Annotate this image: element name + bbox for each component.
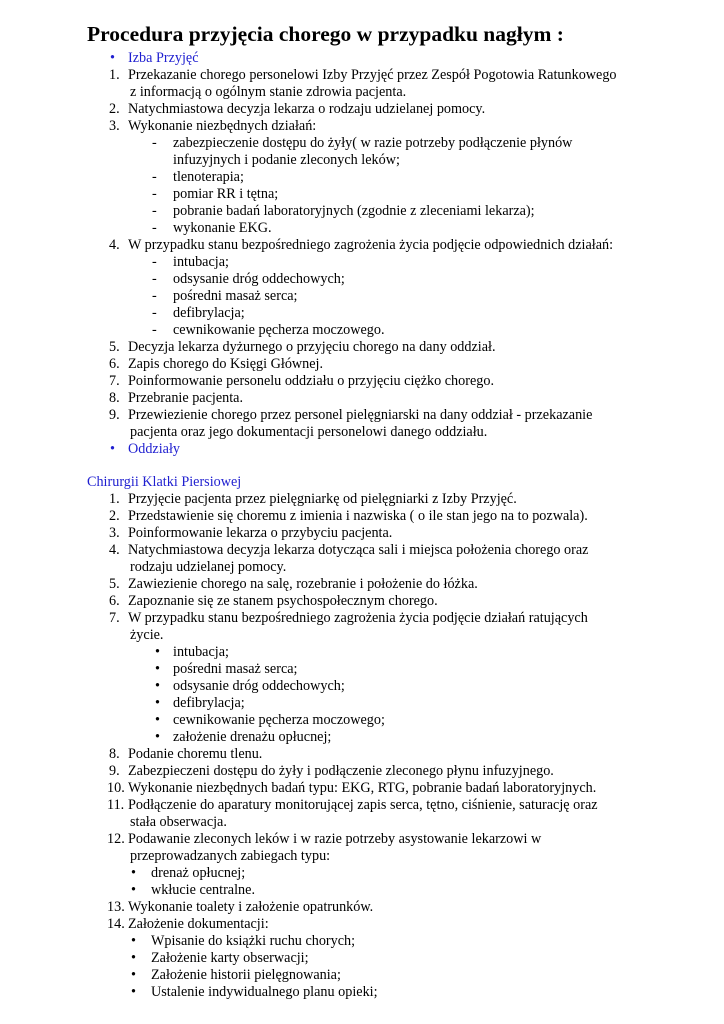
dash-marker: - (152, 254, 157, 270)
sub-item-text: wykonanie EKG. (173, 220, 272, 236)
bullet-marker: • (131, 882, 136, 898)
sub-item-text: zabezpieczenie dostępu do żyły( w razie potrzeby podłączenie płynów (173, 135, 573, 151)
sub-item-text: defibrylacja; (173, 305, 245, 321)
sub-item-text: Założenie karty obserwacji; (151, 950, 309, 966)
list-item-number: 10. (107, 780, 125, 796)
list-item-text: Podłączenie do aparatury monitorującej zapis serca, tętno, ciśnienie, saturację oraz (128, 797, 598, 813)
list-item-text: Przewiezienie chorego przez personel pielęgniarski na dany oddział - przekazanie (128, 407, 593, 423)
list-item-text: Wykonanie niezbędnych badań typu: EKG, RTG, pobranie badań laboratoryjnych. (128, 780, 597, 796)
list-item-number: 2. (109, 101, 120, 117)
list-item-number: 11. (107, 797, 125, 813)
sub-item-text: defibrylacja; (173, 695, 245, 711)
list-item-number: 7. (109, 373, 120, 389)
list-item-number: 1. (109, 491, 120, 507)
dash-marker: - (152, 135, 157, 151)
page-title: Procedura przyjęcia chorego w przypadku nagłym : (87, 22, 564, 46)
list-item-text: życie. (130, 627, 164, 643)
list-item-text: Założenie dokumentacji: (128, 916, 269, 932)
list-item-text: rodzaju udzielanej pomocy. (130, 559, 287, 575)
list-item-text: W przypadku stanu bezpośredniego zagrożenia życia podjęcie odpowiednich działań: (128, 237, 614, 253)
list-item-text: Podanie choremu tlenu. (128, 746, 263, 762)
list-item-number: 13. (107, 899, 125, 915)
sub-item-text: pobranie badań laboratoryjnych (zgodnie z zleceniami lekarza); (173, 203, 535, 219)
sub-item-text: infuzyjnych i podanie zleconych leków; (173, 152, 400, 168)
dash-marker: - (152, 271, 157, 287)
sub-item-text: tlenoterapia; (173, 169, 244, 185)
dash-marker: - (152, 169, 157, 185)
sub-item-text: odsysanie dróg oddechowych; (173, 678, 345, 694)
list-item-number: 3. (109, 525, 120, 541)
list-item-text: Zabezpieczeni dostępu do żyły i podłączenie zleconego płynu infuzyjnego. (128, 763, 554, 779)
sub-item-text: cewnikowanie pęcherza moczowego; (173, 712, 385, 728)
bullet-marker: • (155, 644, 160, 660)
list-item-text: z informacją o ogólnym stanie zdrowia pacjenta. (130, 84, 407, 100)
list-item-text: Wykonanie niezbędnych działań: (128, 118, 317, 134)
list-item-number: 14. (107, 916, 125, 932)
list-item-text: Wykonanie toalety i założenie opatrunków. (128, 899, 374, 915)
list-item-number: 7. (109, 610, 120, 626)
list-item-number: 6. (109, 356, 120, 372)
list-item-number: 1. (109, 67, 120, 83)
dash-marker: - (152, 186, 157, 202)
section-heading-oddzialy: Oddziały (128, 441, 181, 457)
list-item-text: Przekazanie chorego personelowi Izby Przyjęć przez Zespół Pogotowia Ratunkowego (128, 67, 617, 83)
sub-item-text: pośredni masaż serca; (173, 288, 298, 304)
list-item-text: Decyzja lekarza dyżurnego o przyjęciu chorego na dany oddział. (128, 339, 496, 355)
dash-marker: - (152, 288, 157, 304)
sub-item-text: drenaż opłucnej; (151, 865, 246, 881)
sub-item-text: intubacja; (173, 254, 229, 270)
bullet-marker: • (131, 933, 136, 949)
list-item-text: przeprowadzanych zabiegach typu: (130, 848, 331, 864)
list-item-text: Przedstawienie się choremu z imienia i nazwiska ( o ile stan jego na to pozwala). (128, 508, 588, 524)
bullet-marker: • (131, 950, 136, 966)
section-heading-izba-przyjec: Izba Przyjęć (128, 50, 199, 66)
list-item-text: Zapis chorego do Księgi Głównej. (128, 356, 324, 372)
list-item-number: 6. (109, 593, 120, 609)
sub-item-text: wkłucie centralne. (151, 882, 255, 898)
list-item-number: 12. (107, 831, 125, 847)
list-item-text: Podawanie zleconych leków i w razie potrzeby asystowanie lekarzowi w (128, 831, 542, 847)
bullet-marker: • (110, 50, 115, 66)
sub-item-text: Wpisanie do książki ruchu chorych; (151, 933, 356, 949)
list-item-text: Przebranie pacjenta. (128, 390, 244, 406)
list-item-number: 8. (109, 746, 120, 762)
bullet-marker: • (131, 865, 136, 881)
list-item-number: 5. (109, 339, 120, 355)
bullet-marker: • (155, 678, 160, 694)
bullet-marker: • (155, 695, 160, 711)
sub-item-text: cewnikowanie pęcherza moczowego. (173, 322, 385, 338)
list-item-number: 4. (109, 237, 120, 253)
bullet-marker: • (110, 441, 115, 457)
bullet-marker: • (155, 661, 160, 677)
list-item-number: 9. (109, 763, 120, 779)
list-item-number: 5. (109, 576, 120, 592)
list-item-text: Poinformowanie lekarza o przybyciu pacjenta. (128, 525, 393, 541)
dash-marker: - (152, 220, 157, 236)
list-item-text: Natychmiastowa decyzja lekarza dotycząca sali i miejsca położenia chorego oraz (128, 542, 589, 558)
sub-item-text: intubacja; (173, 644, 229, 660)
dash-marker: - (152, 322, 157, 338)
list-item-text: Przyjęcie pacjenta przez pielęgniarkę od pielęgniarki z Izby Przyjęć. (128, 491, 517, 507)
list-item-number: 8. (109, 390, 120, 406)
sub-item-text: Ustalenie indywidualnego planu opieki; (151, 984, 378, 1000)
bullet-marker: • (131, 967, 136, 983)
bullet-marker: • (131, 984, 136, 1000)
list-item-text: Poinformowanie personelu oddziału o przyjęciu ciężko chorego. (128, 373, 494, 389)
bullet-marker: • (155, 729, 160, 745)
list-item-text: stała obserwacja. (130, 814, 227, 830)
list-item-number: 3. (109, 118, 120, 134)
list-item-number: 2. (109, 508, 120, 524)
list-item-text: W przypadku stanu bezpośredniego zagrożenia życia podjęcie działań ratujących (128, 610, 588, 626)
list-item-text: Natychmiastowa decyzja lekarza o rodzaju udzielanej pomocy. (128, 101, 486, 117)
list-item-text: Zapoznanie się ze stanem psychospołecznym chorego. (128, 593, 438, 609)
list-item-number: 9. (109, 407, 120, 423)
bullet-marker: • (155, 712, 160, 728)
dash-marker: - (152, 203, 157, 219)
sub-item-text: Założenie historii pielęgnowania; (151, 967, 341, 983)
dash-marker: - (152, 305, 157, 321)
list-item-text: pacjenta oraz jego dokumentacji personelowi danego oddziału. (130, 424, 488, 440)
sub-item-text: odsysanie dróg oddechowych; (173, 271, 345, 287)
list-item-text: Zawiezienie chorego na salę, rozebranie i położenie do łóżka. (128, 576, 478, 592)
sub-item-text: pomiar RR i tętna; (173, 186, 279, 202)
sub-item-text: pośredni masaż serca; (173, 661, 298, 677)
sub-item-text: założenie drenażu opłucnej; (173, 729, 332, 745)
list-item-number: 4. (109, 542, 120, 558)
section-subheading-chirurgia: Chirurgii Klatki Piersiowej (87, 474, 242, 490)
